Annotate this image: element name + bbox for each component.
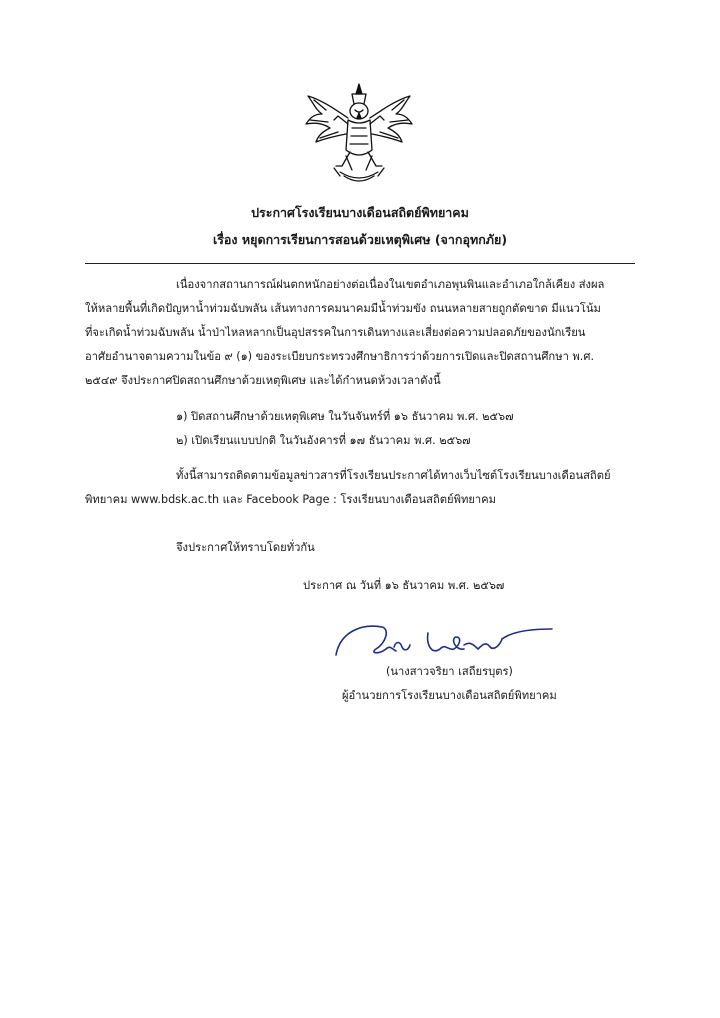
header-divider bbox=[85, 263, 635, 264]
signer-name: (นางสาวจริยา เสถียรบุตร) bbox=[386, 665, 513, 678]
closing-text: จึงประกาศให้ทราบโดยทั่วกัน bbox=[176, 541, 315, 554]
announcement-subject: เรื่อง หยุดการเรียนการสอนด้วยเหตุพิเศษ (จากอุทกภัย) bbox=[212, 232, 508, 247]
announcement-date: ประกาศ ณ วันที่ ๑๖ ธันวาคม พ.ศ. ๒๕๖๗ bbox=[303, 579, 505, 592]
signer-title: ผู้อำนวยการโรงเรียนบางเดือนสถิตย์พิทยาคม bbox=[342, 689, 557, 702]
list-item: ๑) ปิดสถานศึกษาด้วยเหตุพิเศษ ในวันจันทร์ที่ ๑๖ ธันวาคม พ.ศ. ๒๕๖๗ bbox=[176, 410, 514, 423]
paragraph-line: ทั้งนี้สามารถติดตามข้อมูลข่าวสารที่โรงเรียนประกาศได้ทางเว็บไซต์โรงเรียนบางเดือนสถิตย์ bbox=[176, 469, 611, 482]
paragraph-line: เนื่องจากสถานการณ์ฝนตกหนักอย่างต่อเนื่องในเขตอำเภอพุนพินและอำเภอใกล้เคียง ส่งผล bbox=[176, 278, 605, 291]
paragraph-line: พิทยาคม www.bdsk.ac.th และ Facebook Page : โรงเรียนบางเดือนสถิตย์พิทยาคม bbox=[85, 493, 497, 506]
handwritten-signature bbox=[330, 615, 560, 663]
paragraph-line: ๒๕๔๙ จึงประกาศปิดสถานศึกษาด้วยเหตุพิเศษ และได้กำหนดห้วงเวลาดังนี้ bbox=[85, 374, 441, 387]
announcement-title: ประกาศโรงเรียนบางเดือนสถิตย์พิทยาคม bbox=[251, 205, 469, 220]
garuda-emblem-icon bbox=[300, 80, 418, 188]
paragraph-line: อาศัยอำนาจตามความในข้อ ๙ (๑) ของระเบียบกระทรวงศึกษาธิการว่าด้วยการเปิดและปิดสถานศึกษา พ.ศ. bbox=[85, 350, 595, 363]
list-item: ๒) เปิดเรียนแบบปกติ ในวันอังคารที่ ๑๗ ธันวาคม พ.ศ. ๒๕๖๗ bbox=[176, 434, 471, 447]
paragraph-line: ให้หลายพื้นที่เกิดปัญหาน้ำท่วมฉับพลัน เส้นทางการคมนาคมมีน้ำท่วมขัง ถนนหลายสายถูกตัดขาด มีแนวโน้ม bbox=[85, 302, 601, 315]
paragraph-line: ที่จะเกิดน้ำท่วมฉับพลัน น้ำป่าไหลหลากเป็นอุปสรรคในการเดินทางและเสี่ยงต่อความปลอดภัยของนักเรียน bbox=[85, 326, 586, 339]
